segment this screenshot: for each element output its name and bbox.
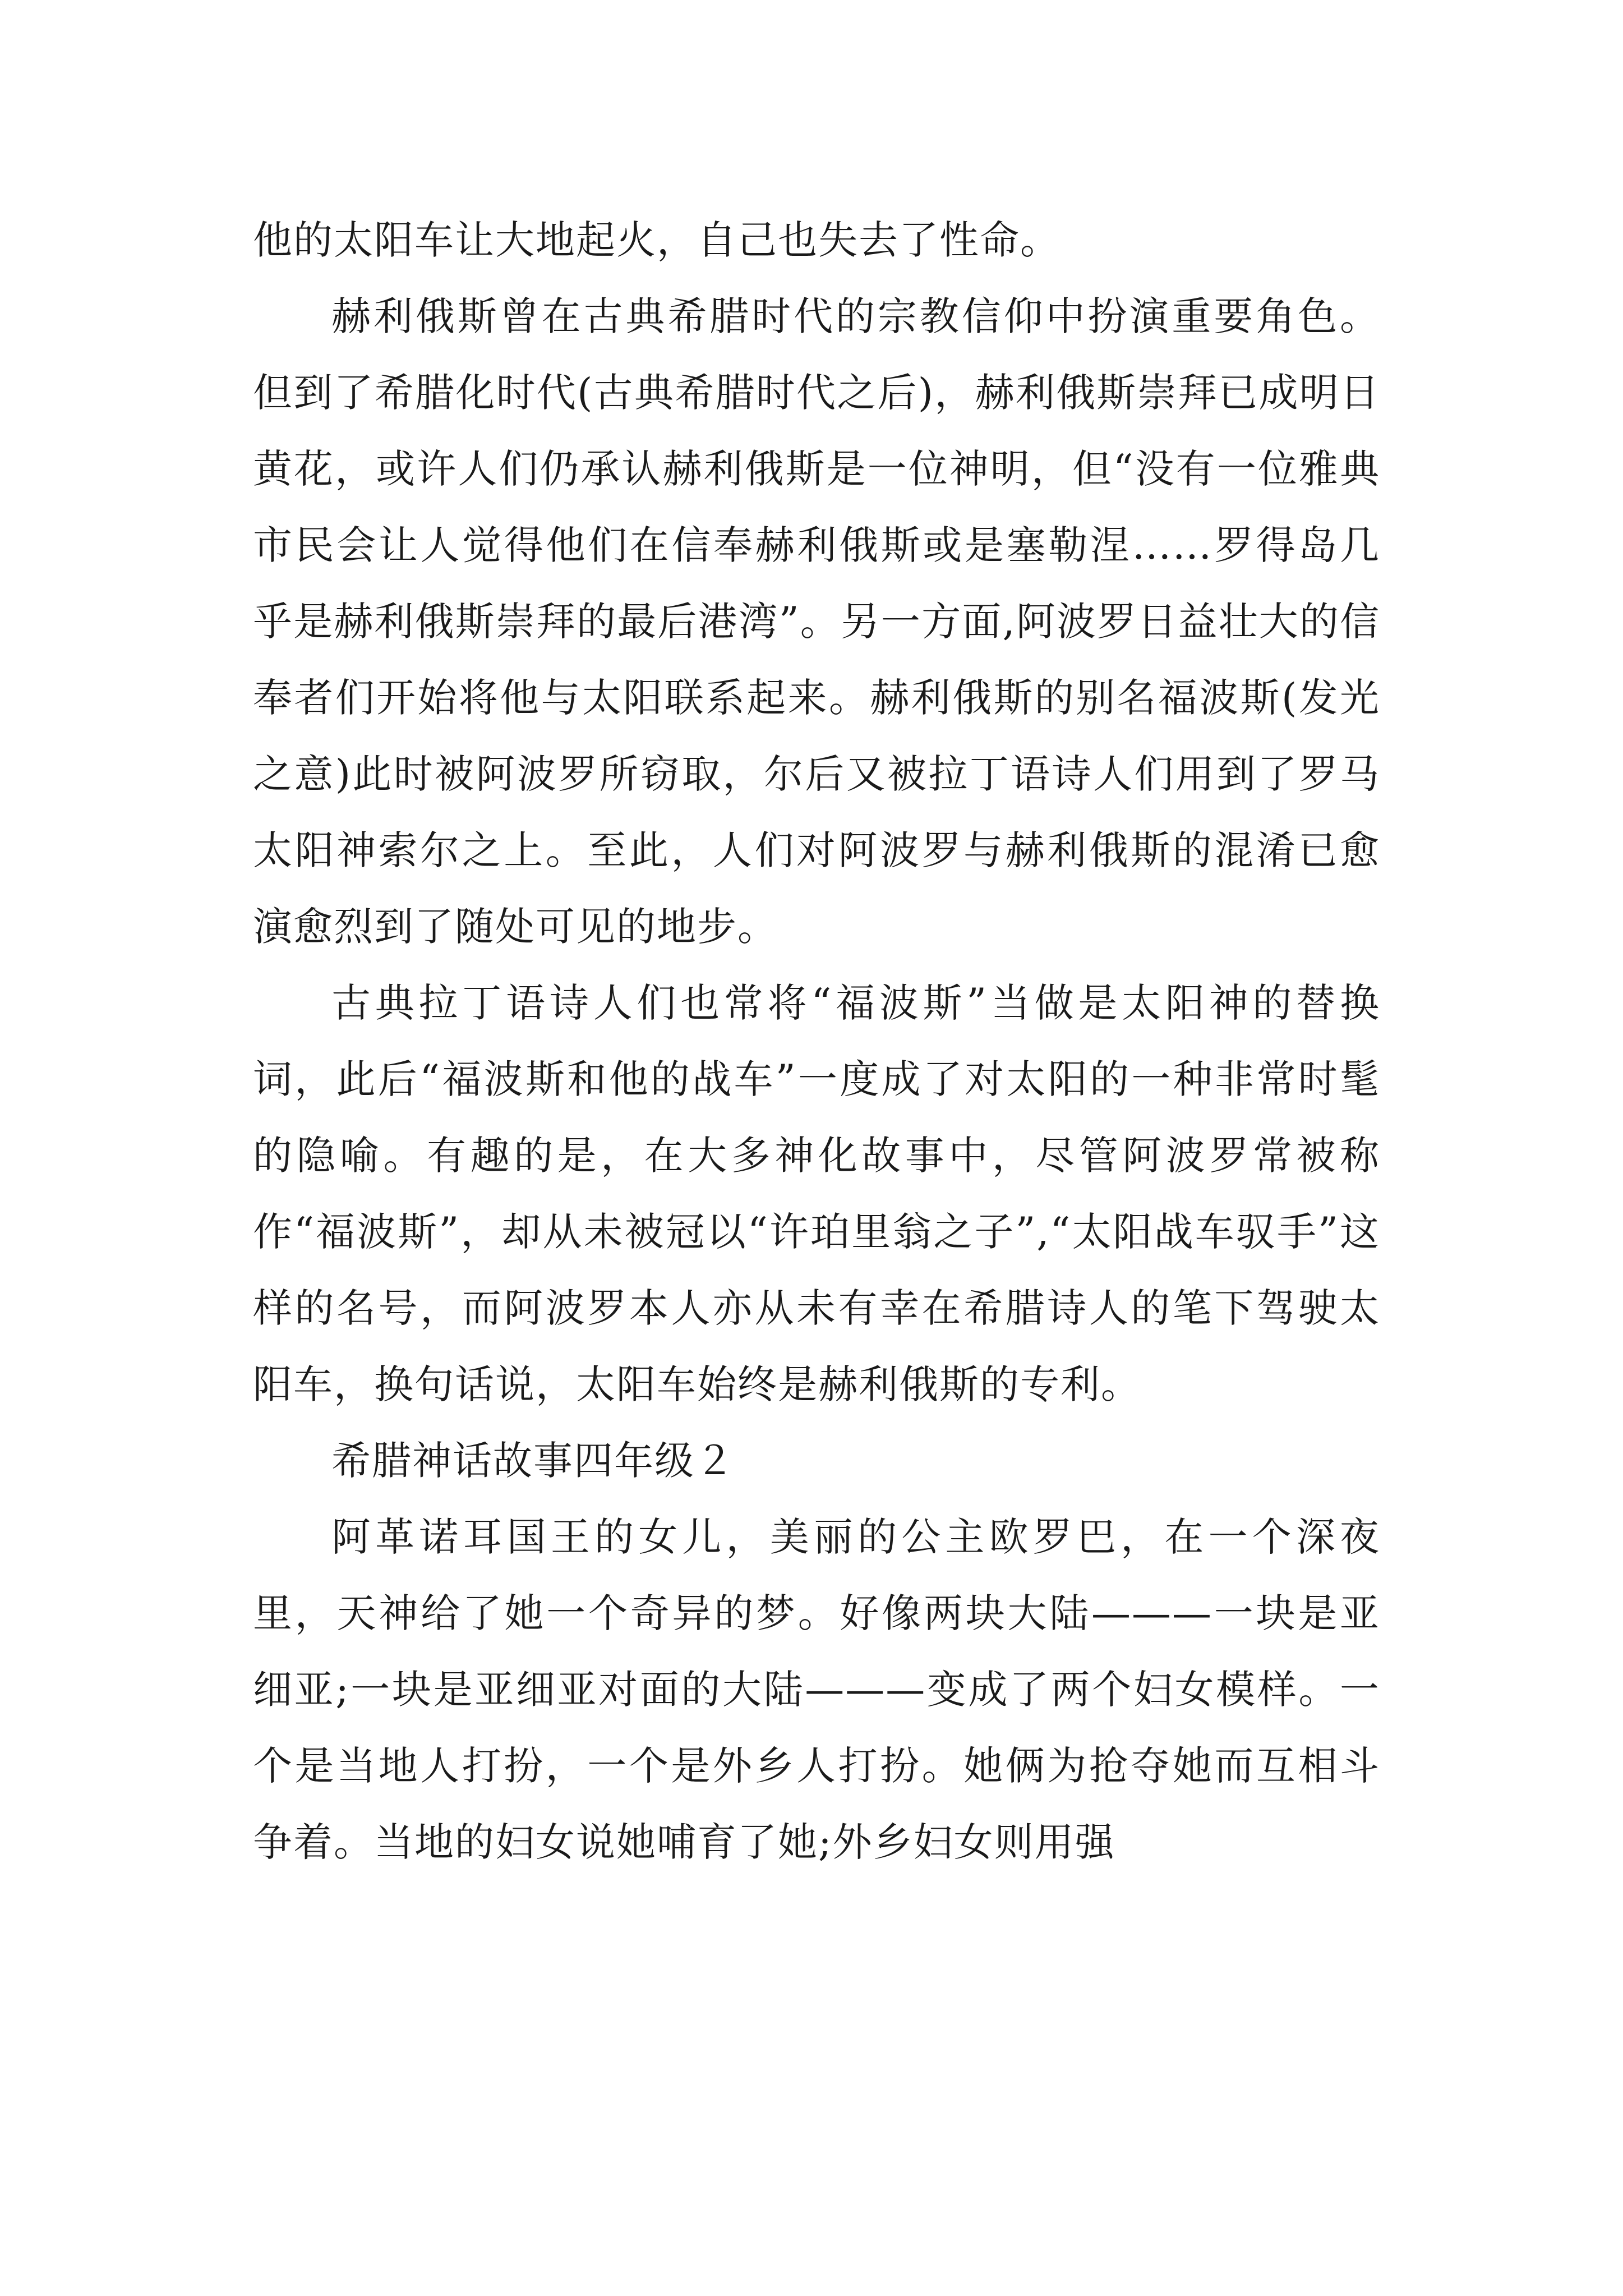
body-paragraph: 古典拉丁语诗人们也常将“福波斯”当做是太阳神的替换词，此后“福波斯和他的战车”一度成了对太阳的一种非常时髦的隐喻。有趣的是，在大多神化故事中，尽管阿波罗常被称作“福波斯”，却从未被冠以“许珀里翁之子”,“太阳战车驭手”这样的名号，而阿波罗本人亦从未有幸在希腊诗人的笔下驾驶太阳车，换句话说，太阳车始终是赫利俄斯的专利。 [253,980,1380,1407]
body-paragraph: 赫利俄斯曾在古典希腊时代的宗教信仰中扮演重要角色。但到了希腊化时代(古典希腊时代之后)，赫利俄斯崇拜已成明日黄花，或许人们仍承认赫利俄斯是一位神明，但“没有一位雅典市民会让人觉得他们在信奉赫利俄斯或是塞勒涅……罗得岛几乎是赫利俄斯崇拜的最后港湾”。另一方面,阿波罗日益壮大的信奉者们开始将他与太阳联系起来。赫利俄斯的别名福波斯(发光之意)此时被阿波罗所窃取，尔后又被拉丁语诗人们用到了罗马太阳神索尔之上。至此，人们对阿波罗与赫利俄斯的混淆已愈演愈烈到了随处可见的地步。 [253,293,1380,950]
continued-paragraph: 他的太阳车让大地起火，自己也失去了性命。 [253,217,1061,263]
body-paragraph: 阿革诺耳国王的女儿，美丽的公主欧罗巴，在一个深夜里，天神给了她一个奇异的梦。好像两块大陆———一块是亚细亚;一块是亚细亚对面的大陆———变成了两个妇女模样。一个是当地人打扮，一个是外乡人打扮。她俩为抢夺她而互相斗争着。当地的妇女说她哺育了她;外乡妇女则用强 [253,1514,1380,1865]
section-title: 希腊神话故事四年级２ [331,1438,735,1484]
document-body [253,202,1380,1880]
